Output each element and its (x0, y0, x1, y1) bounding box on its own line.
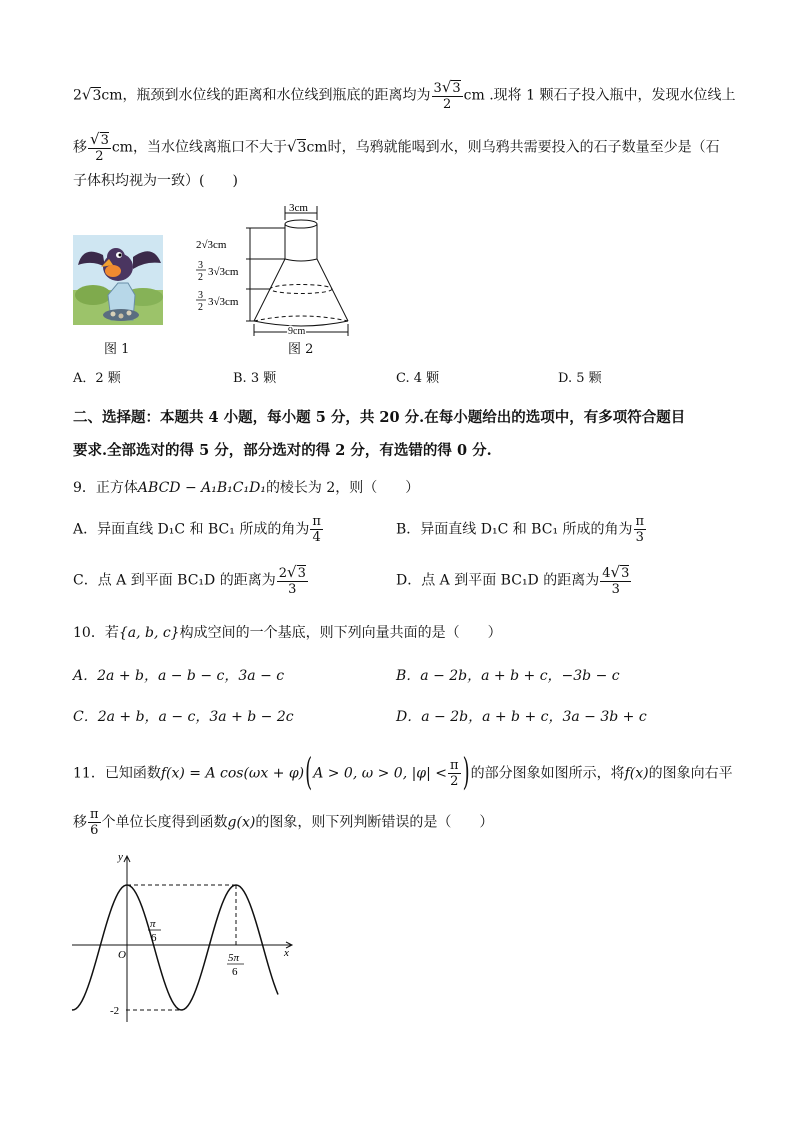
q8-line2: 移 $\frac{√3}{2}$ cm，当水位线离瓶口不大于√3cm时，乌鸦就能喝到水，则乌鸦共需要投入的石子数量至少是（石 (73, 130, 720, 164)
fig1-caption: 图 1 (104, 342, 130, 357)
q10-option-c: C．2a + b，a − c，3a + b − 2c (73, 709, 294, 725)
q9-option-b: B．异面直线 D₁C 和 BC₁ 所成的角为 $\frac{\pi}{3}$ (396, 514, 645, 545)
cosine-graph (66, 850, 306, 1025)
cosine-curve (72, 885, 278, 1010)
q9-option-c: C．点 A 到平面 BC₁D 的距离为 $\frac{2√3}{3}$ (73, 563, 306, 597)
fig2-h2-den: 2 (198, 272, 203, 283)
q8-frac-3sqrt3-over-2: $\frac{3√3}{2}$ (433, 78, 461, 112)
crow-illustration (73, 235, 163, 325)
q10-option-b: B．a − 2b，a + b + c，−3b − c (396, 668, 620, 684)
q9-stem: 9．正方体ABCD − A₁B₁C₁D₁的棱长为 2，则（ ） (73, 480, 420, 496)
q8-line1: 2√3cm，瓶颈到水位线的距离和水位线到瓶底的距离均为 $\frac{3√3}{2}$ cm .现将 1 颗石子投入瓶中，发现水位线上 (73, 78, 736, 112)
graph-tick1-num: π (150, 918, 156, 930)
crow-picture (73, 235, 163, 325)
q9-option-d: D．点 A 到平面 BC₁D 的距离为 $\frac{4√3}{3}$ (396, 563, 630, 597)
q9-option-a: A．异面直线 D₁C 和 BC₁ 所成的角为 $\frac{\pi}{4}$ (73, 514, 321, 545)
q11-stem-line2: 移 $\frac{\pi}{6}$ 个单位长度得到函数g(x)的图象，则下列判断错误的是（ ） (73, 807, 494, 838)
bottle-diagram (190, 198, 370, 340)
fig2-h3-num: 3 (198, 290, 203, 301)
graph-origin-label: O (118, 949, 126, 961)
fig2-bottom-label: 9cm (288, 326, 306, 337)
q10-stem: 10．若{a, b, c}构成空间的一个基底，则下列向量共面的是（ ） (73, 625, 502, 641)
fig2-caption: 图 2 (288, 342, 314, 357)
q10-option-a: A．2a + b，a − b − c，3a − c (73, 668, 285, 684)
q10-option-d: D．a − 2b，a + b + c，3a − 3b + c (396, 709, 647, 725)
graph-min-label: -2 (110, 1005, 120, 1017)
graph-y-axis-label: y (118, 851, 123, 863)
q11-stem-line1: 11．已知函数f(x) = A cos(ωx + φ)(A > 0, ω > 0, |φ| < $\frac{\pi}{2}$ )的部分图象如图所示，将f(x)的图象向右平 (73, 750, 733, 795)
q8-option-a: A．2 颗 (73, 371, 121, 386)
fig2-top-label: 3cm (289, 202, 308, 214)
section2-heading-line1: 二、选择题：本题共 4 小题，每小题 5 分，共 20 分.在每小题给出的选项中，有多项符合题目 (73, 409, 686, 426)
graph-tick1-den: 6 (151, 932, 157, 944)
q8-line3: 子体积均视为一致）( ) (73, 173, 238, 189)
q8-option-c: C. 4 颗 (396, 371, 440, 386)
q8-frac-sqrt3-over-2: $\frac{√3}{2}$ (90, 130, 109, 164)
fig2-h3-label: 3√3cm (208, 296, 239, 308)
q8-option-b: B. 3 颗 (233, 371, 277, 386)
fig2-h3-den: 2 (198, 302, 203, 313)
q8-option-d: D. 5 颗 (558, 371, 602, 386)
fig2-h2-num: 3 (198, 260, 203, 271)
graph-tick2-num: 5π (228, 952, 240, 964)
graph-x-axis-label: x (284, 947, 289, 959)
fig2-h2-label: 3√3cm (208, 266, 239, 278)
fig2-h1-label: 2√3cm (196, 239, 227, 251)
section2-heading-line2: 要求.全部选对的得 5 分，部分选对的得 2 分，有选错的得 0 分. (73, 442, 492, 459)
graph-tick2-den: 6 (232, 966, 238, 978)
